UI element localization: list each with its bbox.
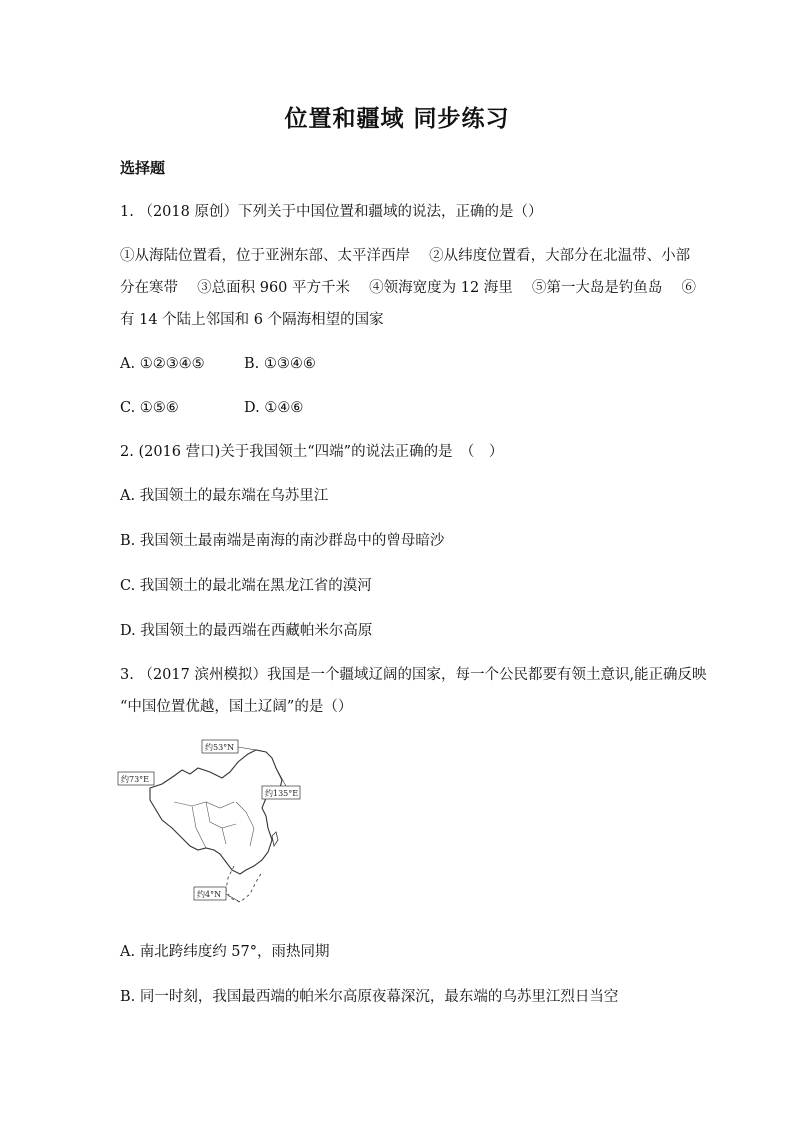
q1-option-d: D. ①④⑥ xyxy=(244,400,304,416)
q1-body-line-3: 有 14 个陆上邻国和 6 个隔海相望的国家 xyxy=(120,312,384,328)
china-outline-map xyxy=(116,732,306,907)
section-heading: 选择题 xyxy=(120,159,166,177)
page-title: 位置和疆域 同步练习 xyxy=(284,105,510,132)
q3-option-b: B. 同一时刻，我国最西端的帕米尔高原夜幕深沉，最东端的乌苏里江烈日当空 xyxy=(120,989,619,1005)
q1-option-c: C. ①⑤⑥ xyxy=(120,400,179,416)
q3-option-a: A. 南北跨纬度约 57°，雨热同期 xyxy=(120,944,330,960)
q3-stem-line-1: 3. （2017 滨州模拟）我国是一个疆域辽阔的国家，每一个公民都要有领土意识,能正确反映 xyxy=(120,667,707,683)
china-border-outline xyxy=(150,750,282,874)
q2-stem: 2. (2016 营口)关于我国领土“四端”的说法正确的是 （ ） xyxy=(120,444,504,460)
q2-option-d: D. 我国领土的最西端在西藏帕米尔高原 xyxy=(120,623,373,639)
north-label: 约53°N xyxy=(205,743,235,752)
taiwan-island xyxy=(272,832,278,846)
province-lines xyxy=(174,802,254,848)
north-leader-line xyxy=(238,747,256,750)
q3-stem-line-2: “中国位置优越，国土辽阔”的是（） xyxy=(120,699,353,715)
q1-stem: 1. （2018 原创）下列关于中国位置和疆域的说法，正确的是（） xyxy=(120,204,543,220)
q1-body-line-1: ①从海陆位置看，位于亚洲东部、太平洋西岸 ②从纬度位置看，大部分在北温带、小部 xyxy=(120,248,691,264)
q2-option-a: A. 我国领土的最东端在乌苏里江 xyxy=(120,488,329,504)
q1-option-b: B. ①③④⑥ xyxy=(244,356,316,372)
east-label: 约135°E xyxy=(265,789,299,798)
west-label: 约73°E xyxy=(121,775,150,784)
south-leader-line xyxy=(226,894,240,902)
q2-option-c: C. 我国领土的最北端在黑龙江省的漠河 xyxy=(120,578,372,594)
q1-option-a: A. ①②③④⑤ xyxy=(120,356,205,372)
q1-body-line-2: 分在寒带 ③总面积 960 平方千米 ④领海宽度为 12 海里 ⑤第一大岛是钓鱼岛 ⑥ xyxy=(120,280,696,296)
q2-option-b: B. 我国领土最南端是南海的南沙群岛中的曾母暗沙 xyxy=(120,533,445,549)
south-label: 约4°N xyxy=(197,890,222,899)
